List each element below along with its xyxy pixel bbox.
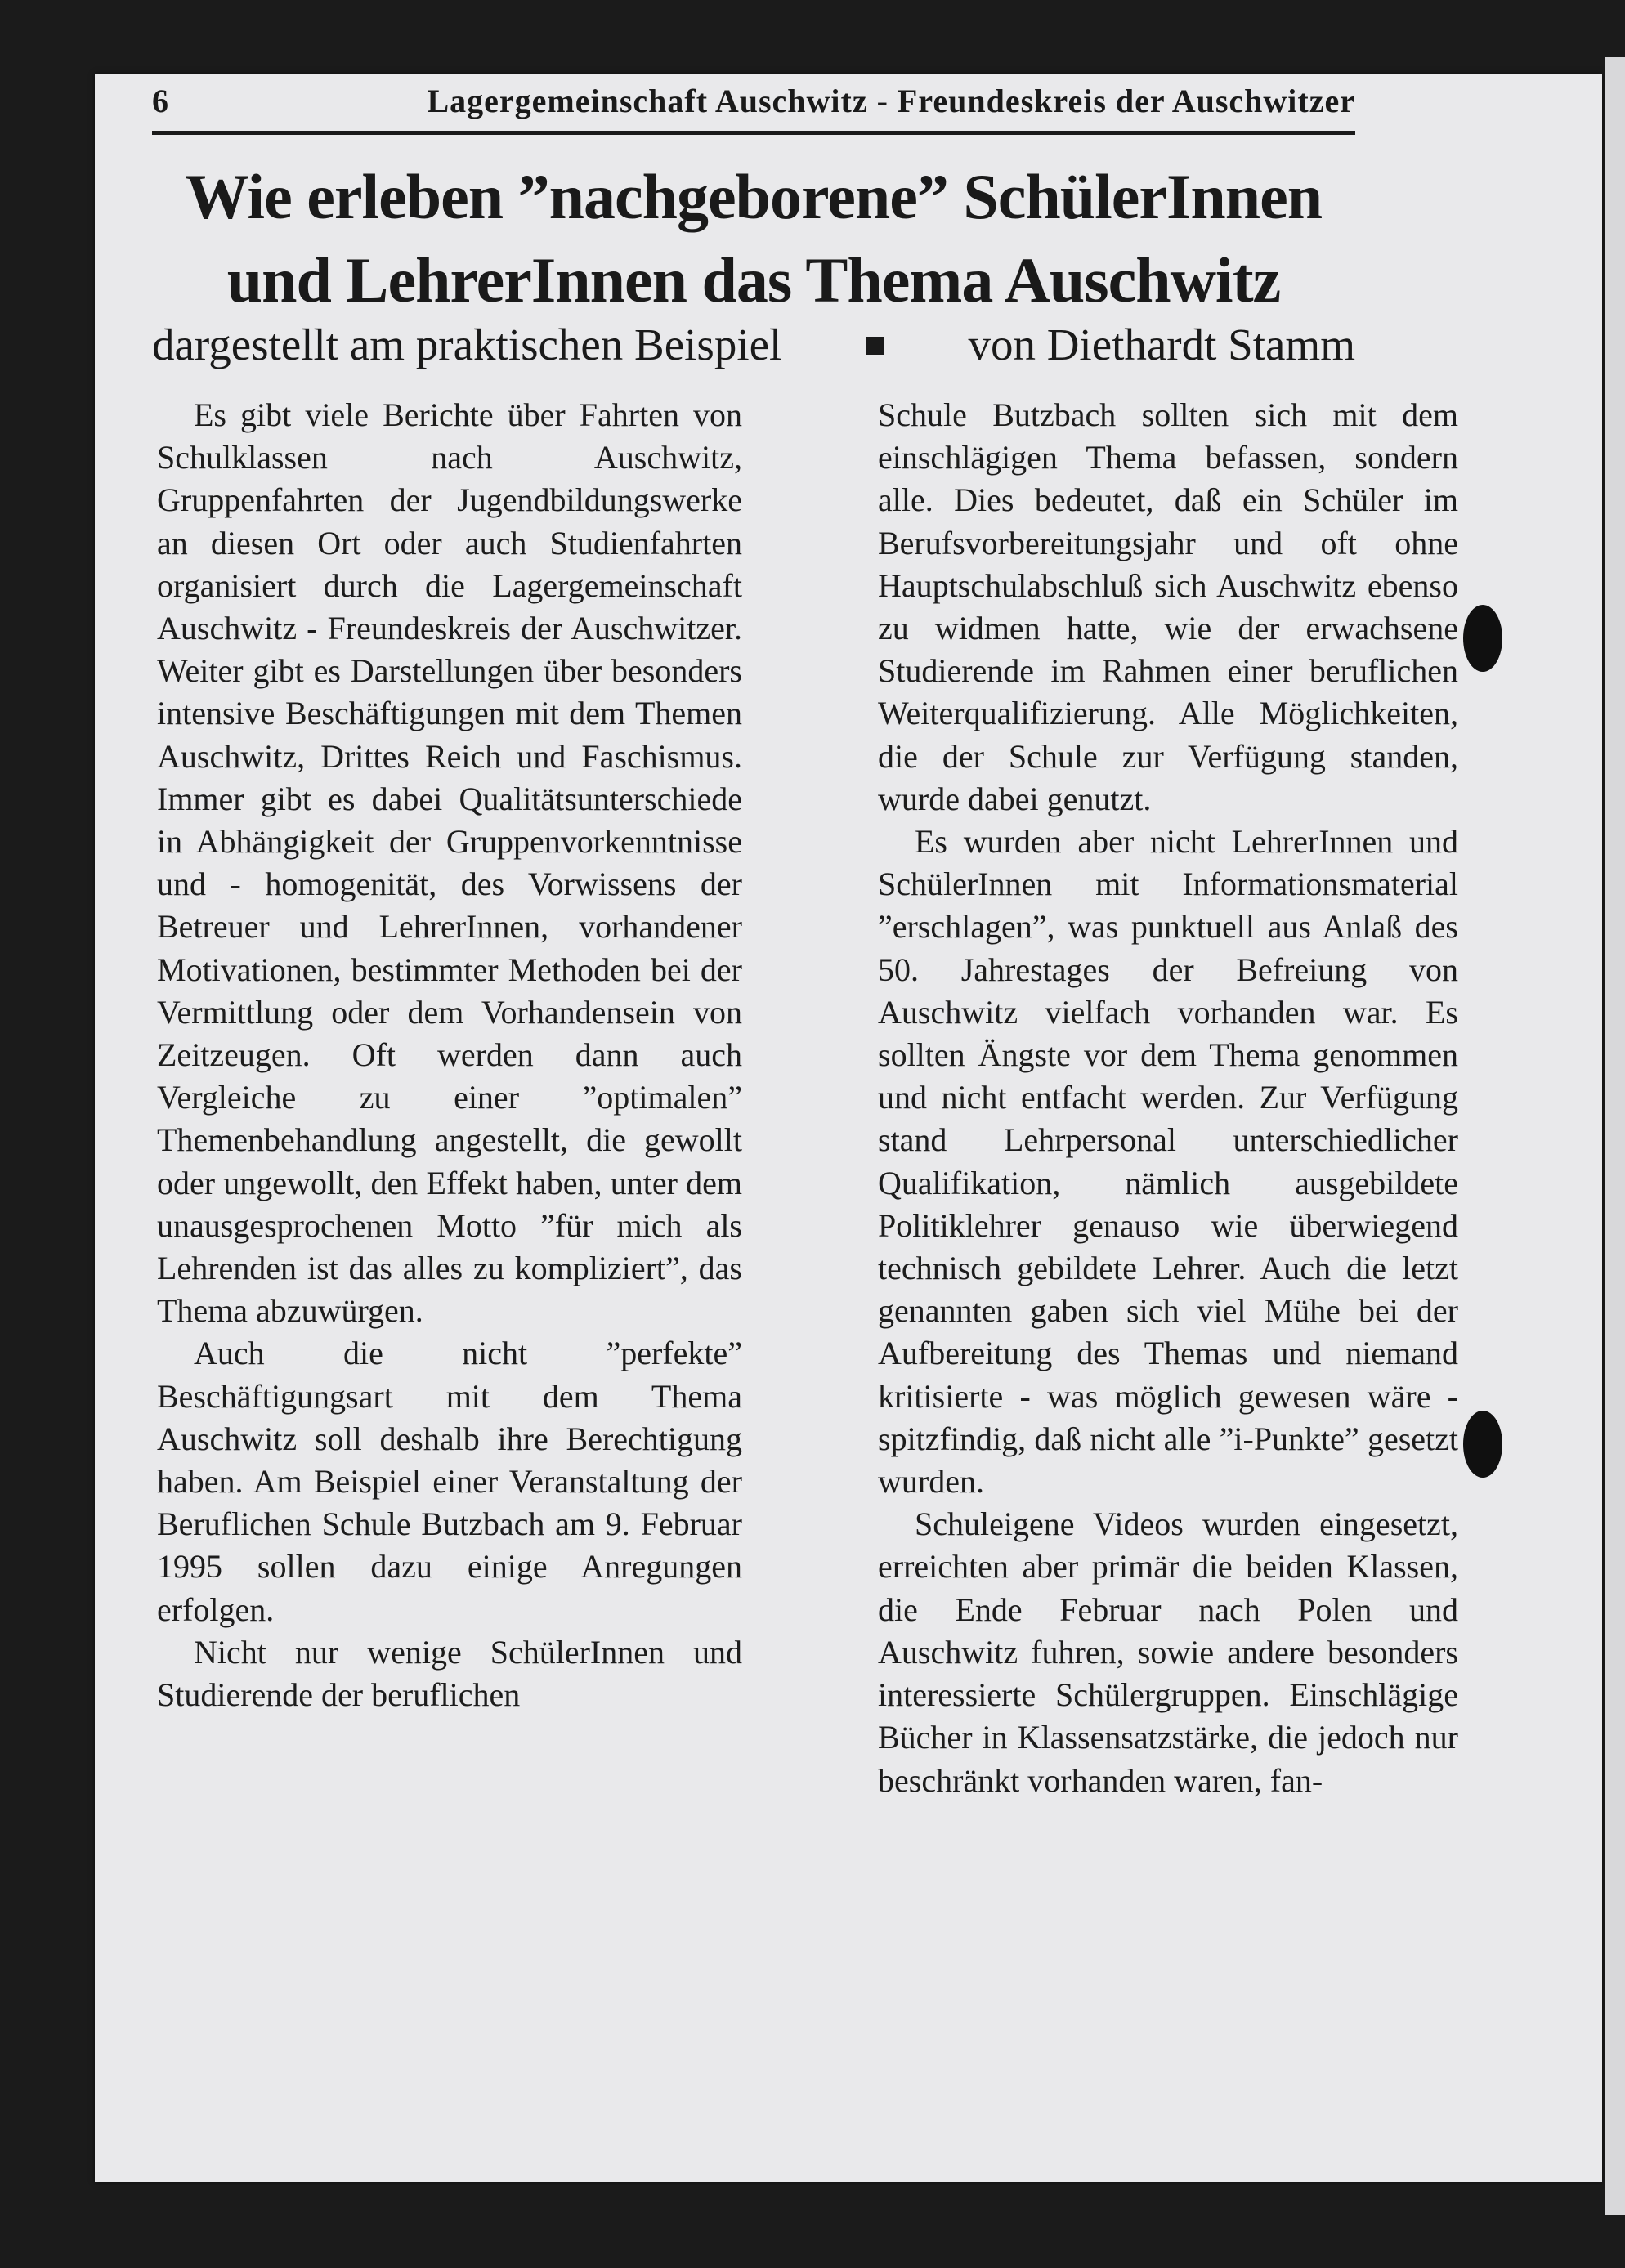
left-column: [157, 394, 742, 1716]
square-bullet-icon: [866, 337, 884, 355]
article-title-line-1: Wie erleben ”nachgeborene” SchülerInnen: [185, 161, 1323, 232]
facing-page-edge: [1605, 57, 1625, 2215]
paragraph: Es gibt viele Berichte über Fahrten von Schulklassen nach Auschwitz, Gruppenfahrten der Jugendbildungswerke an diesen Ort oder auch Studienfahrten organisiert durch die Lagergemeinschaft Auschwitz - Freundeskreis der Auschwitzer. Weiter gibt es Darstellungen über besonders intensive Beschäftigungen mit dem Themen Auschwitz, Drittes Reich und Faschismus. Immer gibt es dabei Qualitätsunterschiede in Abhängigkeit der Gruppenvorkenntnisse und - homogenität, des Vorwissens der Betreuer und LehrerInnen, vorhandener Motivationen, bestimmter Methoden bei der Vermittlung oder dem Vorhandensein von Zeitzeugen. Oft werden dann auch Vergleiche zu einer ”optimalen” Themenbehandlung angestellt, die gewollt oder ungewollt, den Effekt haben, unter dem unausgesprochenen Motto ”für mich als Lehrenden ist das alles zu kompliziert”, das Thema abzuwürgen.: [157, 396, 742, 1330]
author-byline: von Diethardt Stamm: [968, 319, 1355, 369]
article-title-line-2: und LehrerInnen das Thema Auschwitz: [226, 244, 1281, 315]
subtitle-text: dargestellt am praktischen Beispiel: [152, 319, 782, 369]
page-number: 6: [152, 83, 169, 119]
paragraph: Schuleigene Videos wurden eingesetzt, erreichten aber primär die beiden Klassen, die Ende Februar nach Polen und Auschwitz fuhren, sowie andere besonders interessierte Schülergruppen. Einschlägige Bücher in Klassensatzstärke, die jedoch nur beschränkt vorhanden waren, fan-: [878, 1505, 1458, 1799]
paragraph: Nicht nur wenige SchülerInnen und Studierende der beruflichen: [157, 1633, 742, 1714]
header-rule: [152, 131, 1355, 135]
punch-hole: [1463, 1411, 1502, 1478]
punch-hole: [1463, 605, 1502, 672]
paragraph: Schule Butzbach sollten sich mit dem einschlägigen Thema befassen, sondern alle. Dies bedeutet, daß ein Schüler im Berufsvorbereitungsjahr und oft ohne Hauptschulabschluß sich Auschwitz ebenso zu widmen hatte, wie der erwachsene Studierende im Rahmen einer beruflichen Weiterqualifizierung. Alle Möglichkeiten, die der Schule zur Verfügung standen, wurde dabei genutzt.: [878, 396, 1458, 817]
page-header: [152, 82, 1355, 131]
right-column: [878, 394, 1458, 1802]
paragraph: Auch die nicht ”perfekte” Beschäftigungsart mit dem Thema Auschwitz soll deshalb ihre Berechtigung haben. Am Beispiel einer Veranstaltung der Beruflichen Schule Butzbach am 9. Februar 1995 sollen dazu einige Anregungen erfolgen.: [157, 1335, 742, 1628]
article-title: [152, 155, 1355, 322]
running-title: Lagergemeinschaft Auschwitz - Freundeskreis der Auschwitzer: [427, 83, 1355, 119]
paragraph: Es wurden aber nicht LehrerInnen und SchülerInnen mit Informationsmaterial ”erschlagen”, was punktuell aus Anlaß des 50. Jahrestages der Befreiung von Auschwitz vielfach vorhanden war. Es sollten Ängste vor dem Thema genommen und nicht entfacht werden. Zur Verfügung stand Lehrpersonal unterschiedlicher Qualifikation, nämlich ausgebildete Politiklehrer genauso wie überwiegend technisch gebildete Lehrer. Auch die letzt genannten gaben sich viel Mühe bei der Aufbereitung des Themas und niemand kritisierte - was möglich gewesen wäre - spitzfindig, daß nicht alle ”i-Punkte” gesetzt wurden.: [878, 823, 1458, 1501]
article-subtitle: [152, 315, 1355, 373]
